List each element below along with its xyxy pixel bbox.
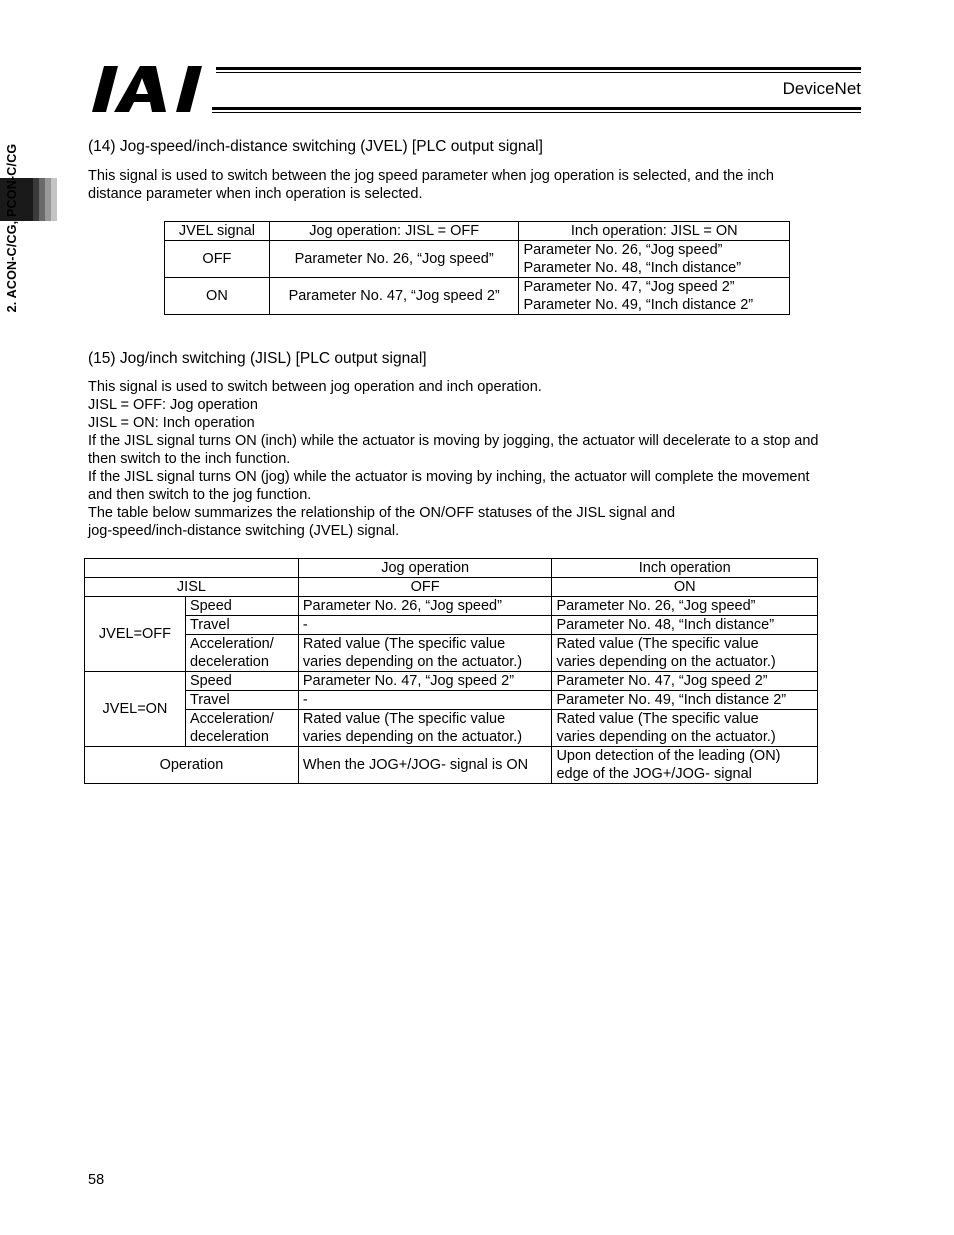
table-header-cell: Jog operation [298,559,552,578]
cell-line: Acceleration/ [189,636,274,652]
paragraph-line: and then switch to the jog function. [88,487,312,503]
section-body [88,378,819,540]
table-row [165,241,790,278]
table-cell: OFF [165,241,270,278]
table-cell: Parameter No. 26, “Jog speed” [269,241,519,278]
group-label: JVEL=ON [85,672,186,747]
iai-logo [92,66,212,112]
table-cell: Parameter No. 47, “Jog speed 2” [269,278,519,315]
cell-line: Rated value (The specific value [556,636,759,652]
paragraph-line: JISL = ON: Inch operation [88,415,255,431]
table-cell: Travel [185,691,298,710]
cell-line: varies depending on the actuator.) [556,654,776,670]
table-header-cell: Jog operation: JISL = OFF [269,222,519,241]
table-row [165,278,790,315]
table-cell: Speed [185,672,298,691]
paragraph-line: If the JISL signal turns ON (jog) while the actuator is moving by inching, the actuator will complete the movement [88,469,810,485]
table-cell: Parameter No. 26, “Jog speed” [552,597,818,616]
cell-line: Parameter No. 48, “Inch distance” [523,260,742,276]
table-cell: - [298,691,552,710]
paragraph-line: distance parameter when inch operation is selected. [88,186,423,202]
cell-line: deceleration [189,729,269,745]
table-header-cell: JVEL signal [165,222,270,241]
header-rule [216,67,861,70]
table-cell [552,710,818,747]
chapter-label: 2. ACON-C/CG, PCON-C/CG [5,143,19,313]
table-row [85,635,818,672]
table-cell: - [298,616,552,635]
table-header-cell: JISL [85,578,299,597]
table-header-row [85,559,818,578]
table-cell [185,635,298,672]
jvel-signal-table [164,221,790,315]
table-header-cell: Inch operation [552,559,818,578]
table-header-cell: Inch operation: JISL = ON [519,222,790,241]
table-row [85,616,818,635]
header-rule [212,112,861,113]
cell-line: edge of the JOG+/JOG- signal [556,766,752,782]
paragraph-line: This signal is used to switch between the jog speed parameter when jog operation is selected, and the inch [88,168,774,184]
cell-line: varies depending on the actuator.) [302,729,523,745]
cell-line: Acceleration/ [189,711,274,727]
table-cell: Parameter No. 48, “Inch distance” [552,616,818,635]
table-cell: Operation [85,747,299,784]
page-number: 58 [88,1172,105,1188]
cell-line: varies depending on the actuator.) [556,729,776,745]
table-cell: Travel [185,616,298,635]
table-header-cell: OFF [298,578,552,597]
section-heading: (15) Jog/inch switching (JISL) [PLC output signal] [88,350,427,367]
table-header-row [85,578,818,597]
cell-line: varies depending on the actuator.) [302,654,523,670]
table-header-row [165,222,790,241]
cell-line: Rated value (The specific value [302,636,506,652]
paragraph-line: then switch to the inch function. [88,451,291,467]
table-cell: Speed [185,597,298,616]
table-cell: Parameter No. 49, “Inch distance 2” [552,691,818,710]
table-header-cell: ON [552,578,818,597]
paragraph-line: If the JISL signal turns ON (inch) while the actuator is moving by jogging, the actuator will decelerate to a stop and [88,433,819,449]
paragraph-line: This signal is used to switch between jog operation and inch operation. [88,379,542,395]
cell-line: Rated value (The specific value [556,711,759,727]
table-row [85,672,818,691]
table-cell: When the JOG+/JOG- signal is ON [298,747,552,784]
paragraph-line: The table below summarizes the relationship of the ON/OFF statuses of the JISL signal and [88,505,676,521]
paragraph-line: jog-speed/inch-distance switching (JVEL) signal. [88,523,400,539]
cell-line: Upon detection of the leading (ON) [556,748,781,764]
cell-line: Parameter No. 47, “Jog speed 2” [523,279,735,295]
table-cell: ON [165,278,270,315]
table-row [85,710,818,747]
header-rule [216,72,861,73]
table-cell: Parameter No. 47, “Jog speed 2” [552,672,818,691]
cell-line: Parameter No. 49, “Inch distance 2” [523,297,754,313]
header-rule [212,107,861,110]
cell-line: Parameter No. 26, “Jog speed” [523,242,723,258]
table-cell: Parameter No. 47, “Jog speed 2” [298,672,552,691]
table-row [85,691,818,710]
table-cell [519,278,790,315]
jisl-jvel-table [84,558,818,784]
table-cell: Parameter No. 26, “Jog speed” [298,597,552,616]
group-label: JVEL=OFF [85,597,186,672]
table-row [85,597,818,616]
table-row [85,747,818,784]
table-cell [552,747,818,784]
section-body [88,167,774,203]
table-cell [185,710,298,747]
section-heading: (14) Jog-speed/inch-distance switching (JVEL) [PLC output signal] [88,138,543,155]
paragraph-line: JISL = OFF: Jog operation [88,397,258,413]
cell-line: Rated value (The specific value [302,711,506,727]
table-cell [298,635,552,672]
cell-line: deceleration [189,654,269,670]
table-header-cell [85,559,299,578]
table-cell [298,710,552,747]
table-cell [519,241,790,278]
header-title: DeviceNet [782,79,861,98]
table-cell [552,635,818,672]
